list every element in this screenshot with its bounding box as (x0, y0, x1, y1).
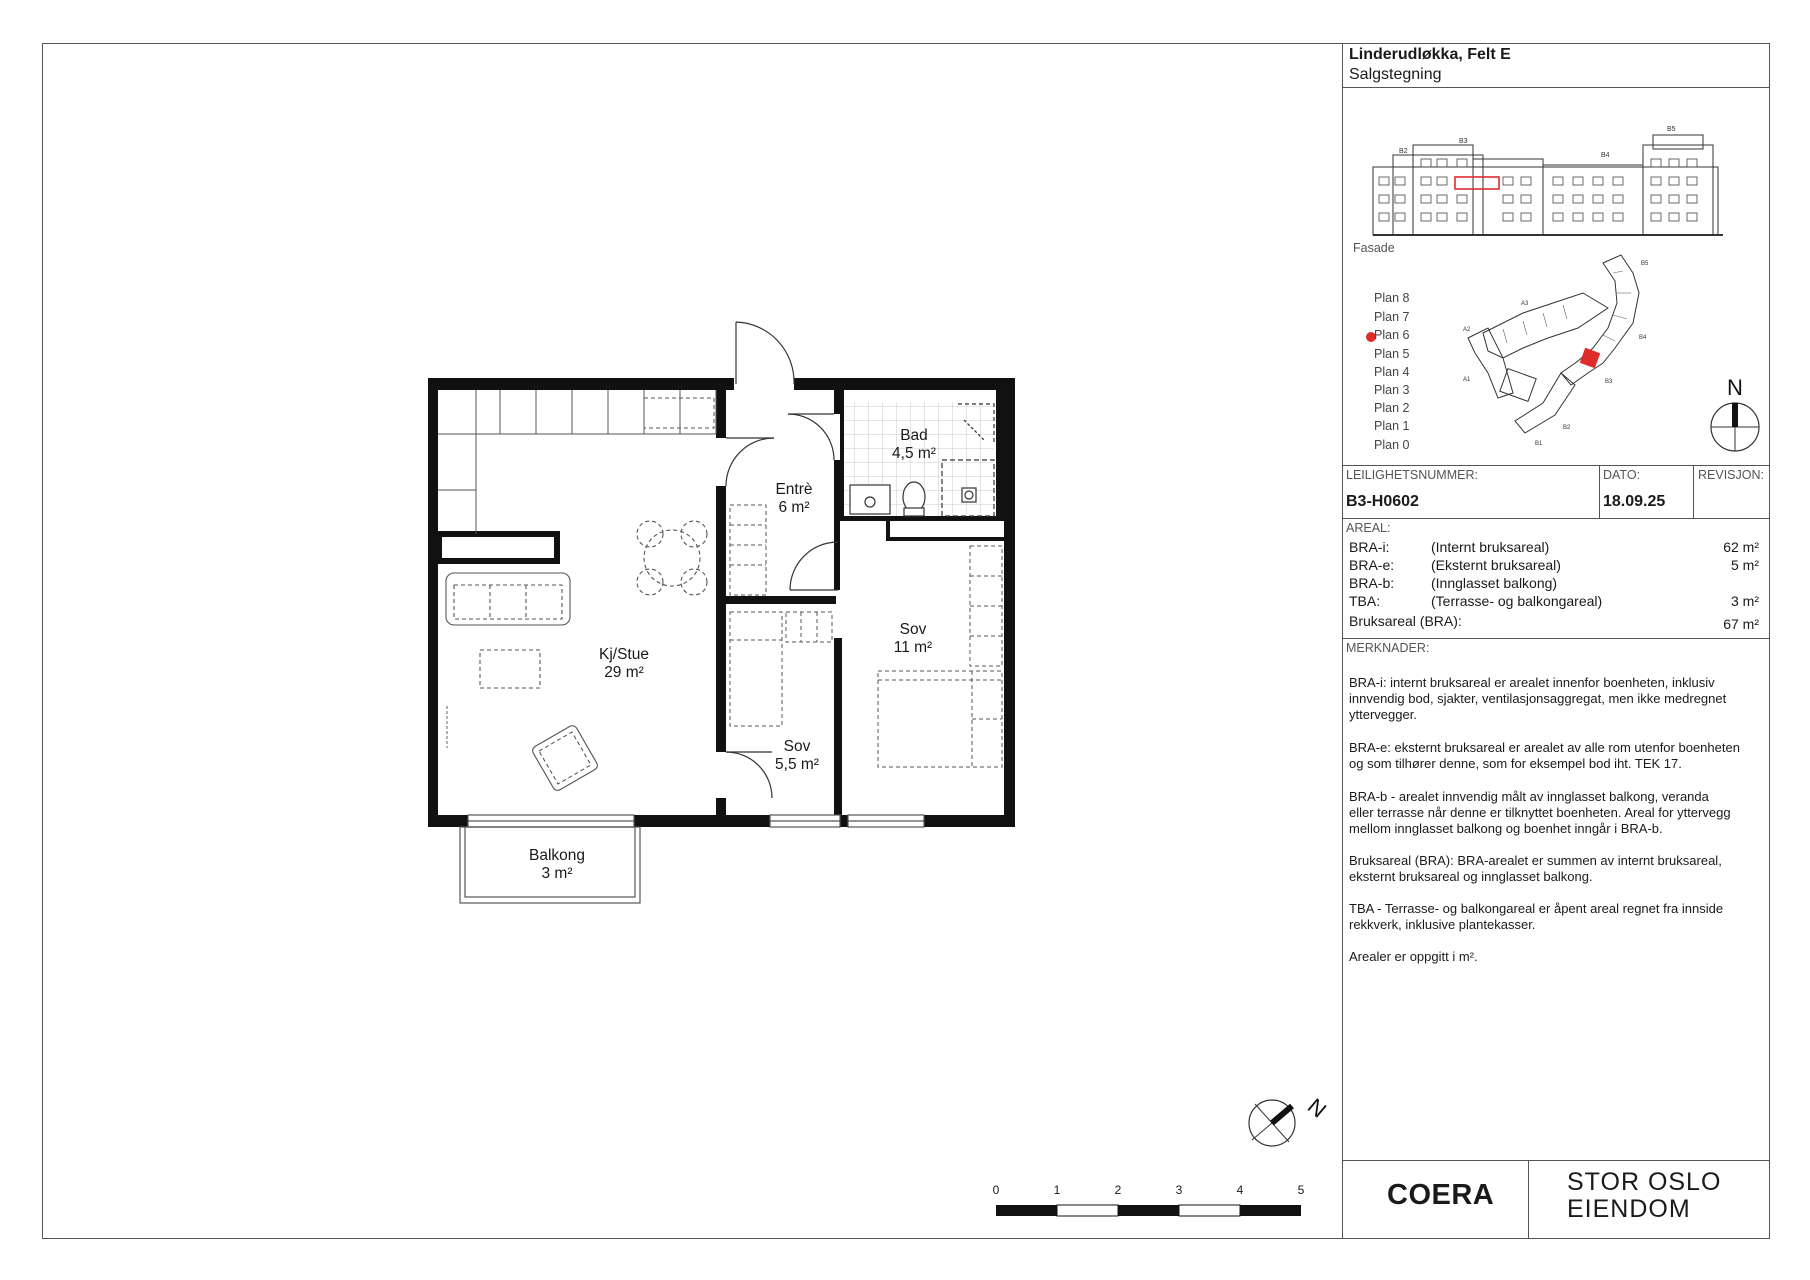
area-section-label: AREAL: (1346, 521, 1391, 535)
half-wall (439, 534, 557, 561)
scale-tick-4: 4 (1236, 1183, 1244, 1197)
remark-bra-total: Bruksareal (BRA): BRA-arealet er summen av internt bruksareal, eksternt bruksareal og innglasset balkong. (1349, 853, 1722, 884)
drawing-subtitle: Salgstegning (1349, 66, 1442, 83)
site-tag-a1: A1 (1463, 377, 1471, 383)
room-label-kjokken-stue: Kj/Stue 29 m² (599, 646, 649, 681)
armchair (531, 724, 599, 792)
remark-bra-i: BRA-i: internt bruksareal er arealet innenfor boenheten, inklusiv innvendig bod, sjakter, ventilasjonsaggregat, men ikke medregnet yttervegger. (1349, 675, 1727, 722)
scale-tick-3: 3 (1175, 1183, 1183, 1197)
room-label-balkong: Balkong 3 m² (528, 847, 586, 882)
plan-north-label: N (1302, 1093, 1332, 1123)
entrance-door (736, 322, 794, 384)
scale-tick-0: 0 (992, 1183, 1000, 1197)
entry-wardrobe (730, 505, 766, 595)
unit-marker (1580, 348, 1601, 369)
area-row-bra-b: BRA-b: (Innglasset balkong) (1349, 575, 1558, 591)
floor-plan-2: Plan 2 (1374, 401, 1410, 415)
key-plan-north-arrow (1703, 371, 1767, 457)
floor-plan-1: Plan 1 (1374, 419, 1410, 433)
floor-plan-3: Plan 3 (1374, 383, 1410, 397)
site-tag-b3: B3 (1605, 379, 1613, 385)
site-tag-b1: B1 (1535, 441, 1543, 447)
plan-north-arrow (1249, 1093, 1331, 1146)
facade-label: Fasade (1353, 241, 1395, 255)
date-label: DATO: (1603, 468, 1641, 482)
room-label-sov-large: Sov 11 m² (893, 621, 933, 656)
area-row-tba: TBA: (Terrasse- og balkongareal) 3 m² (1349, 593, 1759, 609)
site-plan (1443, 233, 1673, 463)
facade-tag-b3: B3 (1459, 138, 1468, 145)
floor-plan-5: Plan 5 (1374, 347, 1410, 361)
unit-number-value: B3-H0602 (1346, 493, 1419, 510)
floor-plan-4: Plan 4 (1374, 365, 1410, 379)
dining-table (637, 521, 707, 595)
scale-tick-2: 2 (1114, 1183, 1122, 1197)
area-row-total: Bruksareal (BRA): 67 m² (1349, 613, 1759, 632)
site-tag-b2: B2 (1563, 425, 1571, 431)
svg-text:N: N (1727, 375, 1743, 400)
floor-plan-6: Plan 6 (1374, 328, 1410, 342)
remark-units: Arealer er oppgitt i m². (1349, 949, 1478, 964)
floor-plan-0: Plan 0 (1374, 438, 1410, 452)
large-bedroom-furniture (878, 546, 1002, 767)
scale-tick-1: 1 (1053, 1183, 1061, 1197)
room-label-entre: Entrè 6 m² (775, 481, 813, 516)
room-label-bad: Bad 4,5 m² (892, 427, 936, 462)
scale-bar (993, 1183, 1305, 1216)
unit-number-label: LEILIGHETSNUMMER: (1346, 468, 1478, 482)
room-label-sov-small: Sov 5,5 m² (775, 738, 819, 773)
floor-plan-7: Plan 7 (1374, 310, 1410, 324)
facade-tag-b5: B5 (1667, 126, 1676, 133)
sofa (446, 573, 570, 625)
site-tag-b4: B4 (1639, 335, 1647, 341)
title-block (1342, 43, 1770, 1239)
site-tag-b5: B5 (1641, 261, 1649, 267)
remark-tba: TBA - Terrasse- og balkongareal er åpent areal regnet fra innside rekkverk, inklusive plantekasser. (1349, 901, 1724, 932)
area-row-bra-i: BRA-i: (Internt bruksareal) 62 m² (1349, 539, 1759, 555)
remark-bra-e: BRA-e: eksternt bruksareal er arealet av alle rom utenfor boenheten og som tilhører denne, som for eksempel bod iht. TEK 17. (1349, 740, 1740, 771)
floor-plan-8: Plan 8 (1374, 291, 1410, 305)
project-title: Linderudløkka, Felt E (1349, 46, 1511, 63)
facade-windows (1379, 159, 1697, 221)
remark-bra-b: BRA-b - arealet innvendig målt av innglasset balkong, veranda eller terrasse når denne er tilknyttet boenheten. Areal for yttervegg mellom innglasset balkong og boenhet inngår i BRA-b. (1349, 789, 1731, 836)
facade-elevation (1363, 89, 1763, 239)
facade-tag-b4: B4 (1601, 152, 1610, 159)
date-value: 18.09.25 (1603, 493, 1666, 510)
site-tag-a3: A3 (1521, 301, 1529, 307)
scale-tick-5: 5 (1297, 1183, 1305, 1197)
small-bedroom-furniture (730, 612, 832, 726)
coffee-table (480, 650, 540, 688)
area-row-bra-e: BRA-e: (Eksternt bruksareal) 5 m² (1349, 557, 1759, 573)
site-tag-a2: A2 (1463, 327, 1471, 333)
stor-oslo-eiendom-logo: STOR OSLO EIENDOM (1567, 1168, 1722, 1223)
facade-tag-b2: B2 (1399, 148, 1408, 155)
revision-label: REVISJON: (1698, 468, 1764, 482)
coera-logo: COERA (1387, 1179, 1495, 1211)
remarks-section-label: MERKNADER: (1346, 641, 1430, 655)
interior-doors (726, 414, 838, 798)
kitchen-counter (438, 390, 716, 534)
